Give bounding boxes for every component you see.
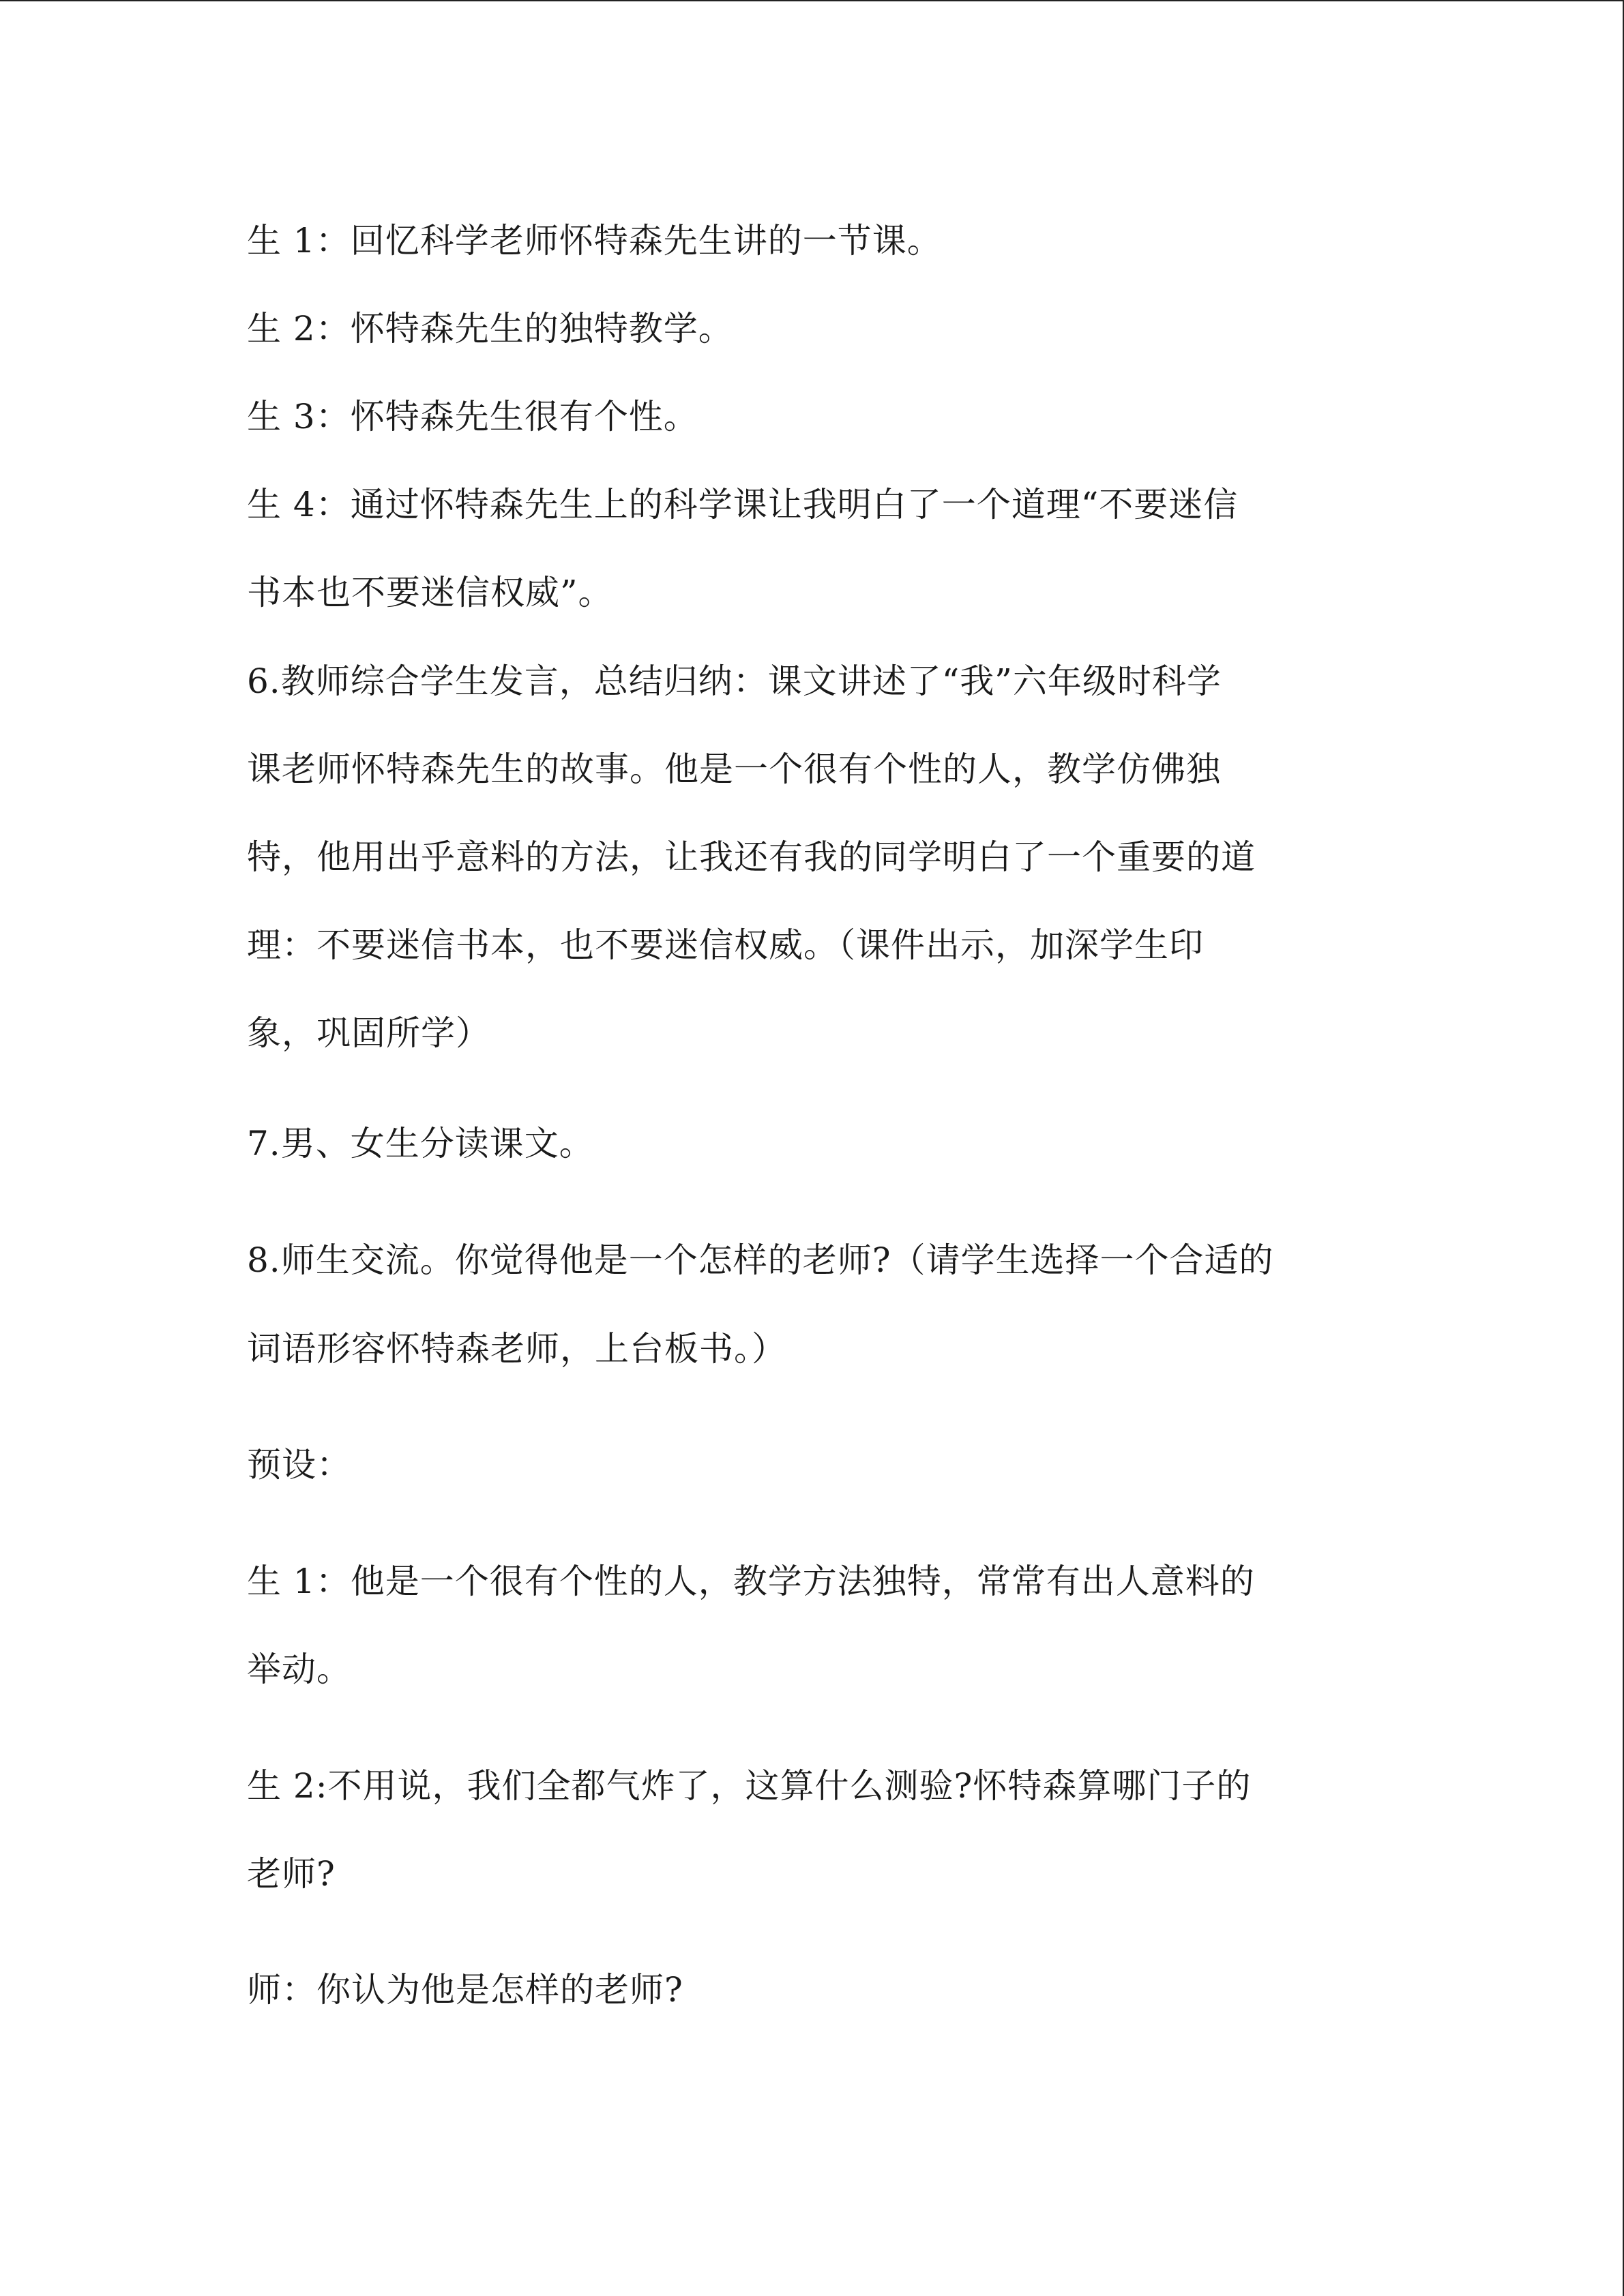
paragraph-line: 生 2:不用说，我们全都气炸了，这算什么测验?怀特森算哪门子的 (247, 1766, 1252, 1806)
paragraph-line: 师：你认为他是怎样的老师? (247, 1970, 683, 2010)
paragraph-line: 书本也不要迷信权威”。 (247, 573, 613, 612)
paragraph-line: 生 1：他是一个很有个性的人，教学方法独特，常常有出人意料的 (247, 1562, 1255, 1601)
paragraph-line: 生 4：通过怀特森先生上的科学课让我明白了一个道理“不要迷信 (247, 485, 1239, 524)
paragraph-line: 预设： (247, 1445, 351, 1485)
paragraph-line: 6.教师综合学生发言，总结归纳：课文讲述了“我”六年级时科学 (247, 661, 1222, 701)
paragraph-line: 举动。 (247, 1650, 351, 1689)
paragraph-line: 7.男、女生分读课文。 (247, 1124, 594, 1163)
paragraph-line: 词语形容怀特森老师，上台板书。） (247, 1329, 786, 1369)
paragraph-line: 8.师生交流。你觉得他是一个怎样的老师?（请学生选择一个合适的 (247, 1240, 1274, 1280)
paragraph-line: 特，他用出乎意料的方法，让我还有我的同学明白了一个重要的道 (247, 837, 1256, 877)
paragraph-line: 象，巩固所学） (247, 1013, 490, 1053)
paragraph-line: 老师? (247, 1854, 336, 1894)
paragraph-line: 生 3：怀特森先生很有个性。 (247, 397, 698, 436)
paragraph-line: 生 1：回忆科学老师怀特森先生讲的一节课。 (247, 221, 942, 260)
paragraph-line: 课老师怀特森先生的故事。他是一个很有个性的人，教学仿佛独 (247, 749, 1221, 789)
paragraph-line: 生 2：怀特森先生的独特教学。 (247, 309, 733, 348)
paragraph-line: 理：不要迷信书本，也不要迷信权威。（课件出示，加深学生印 (247, 925, 1204, 965)
